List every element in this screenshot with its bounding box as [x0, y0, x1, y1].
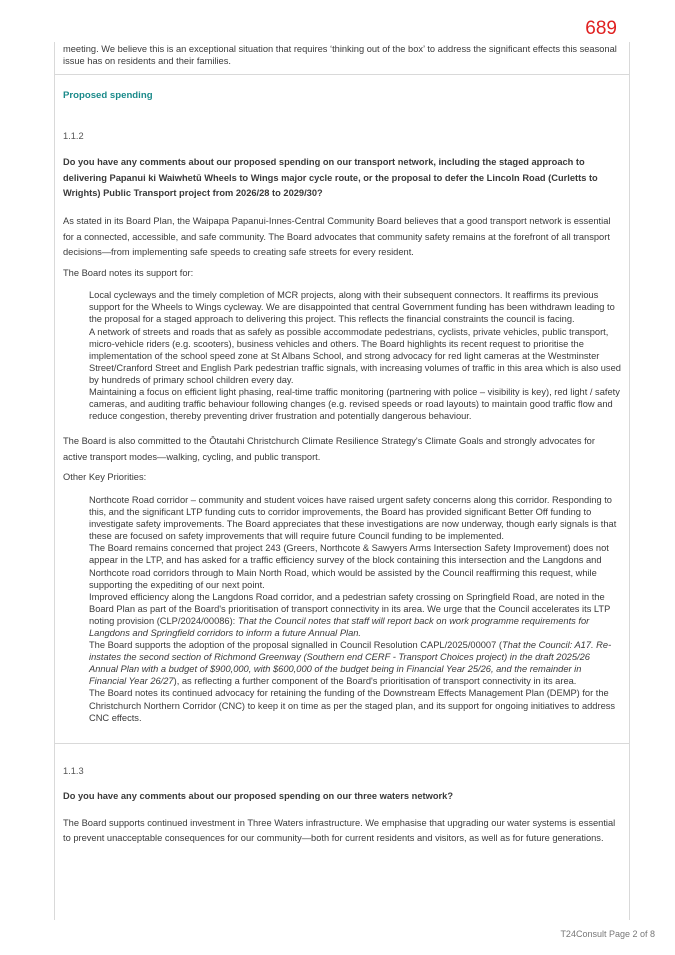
divider: [55, 74, 629, 75]
list-item: [89, 591, 621, 639]
text-span: ), as reflecting a further component of the Board's prioritisation of transport connectivity in its area.: [173, 676, 577, 687]
list-item: The Board notes its continued advocacy for retaining the funding of the Downstream Effects Management Plan (DEMP) for the Christchurch Northern Corridor (CNC) to keep it on time as per the staged plan, and its support for ongoing initiatives to address CNC effects.: [89, 688, 616, 723]
list-item: Northcote Road corridor – community and student voices have raised urgent safety concerns along this corridor. Responding to this, and the significant LTP funding cuts to corridor improvements, the Board has provided significant Better Off funding to investigate safety improvements. The Board appreciates that these investigations are now underway, though early signals is that these are focused on safety improvements that will require future Council funding to be implemented.: [89, 494, 617, 542]
list-item: A network of streets and roads that as safely as possible accommodate pedestrians, cyclists, private vehicles, public transport, micro-vehicle riders (e.g. scooters), business vehicles and others. The Board highlights its recent request to prioritise the implementation of the school speed zone at St Albans School, and strong advocacy for red light cameras at the Westminster Street/Cranford Street and English Park pedestrian traffic signals, with increasing volumes of traffic in this area which is also used by hundreds of primary school children every day.: [89, 326, 621, 385]
list-item: The Board remains concerned that project 243 (Greers, Northcote & Sawyers Arms Intersection Safety Improvement) does not appear in the LTP, and has asked for a traffic efficiency survey of the block containing this intersection and the Langdons and Northcote road corridors through to Main North Road, which would be assisted by the Council reaffirming this request, while supporting the expediting of our next point.: [89, 543, 609, 590]
paragraph: Other Key Priorities:: [63, 471, 147, 482]
intro-paragraph: meeting. We believe this is an exceptional situation that requires ‘thinking out of the box’ to address the significant effects this seasonal issue has on residents and their families.: [63, 44, 617, 67]
support-list: [89, 289, 621, 422]
question-text: Do you have any comments about our proposed spending on our three waters network?: [63, 790, 454, 801]
text-span: The Board supports the adoption of the proposal signalled in Council Resolution CAPL/2025/00007 (: [89, 640, 502, 651]
paragraph: The Board supports continued investment in Three Waters infrastructure. We emphasise that upgrading our water systems is essential to prevent unacceptable consequences for our community—both for current residents and visitors, as well as for future generations.: [63, 817, 616, 844]
divider: [55, 743, 629, 744]
list-item: Local cycleways and the timely completion of MCR projects, along with their subsequent connectors. It reaffirms its previous support for the Wheels to Wings cycleway. We are disappointed that central Government funding has been withdrawn leading to the proposal for a staged approach to delivering this project. This reflects the financial constraints the council is facing.: [89, 290, 615, 325]
list-item: Maintaining a focus on efficient light phasing, real-time traffic monitoring (partnering with police – visibility is key), red light / safety cameras, and auditing traffic behaviour following changes (e.g. revised speeds or road layouts) to maintain good traffic flow and reduce congestion, thereby preventing driver frustration and potentially dangerous behaviour.: [89, 387, 620, 422]
paragraph: The Board notes its support for:: [63, 268, 194, 279]
priorities-list: [89, 494, 621, 724]
paragraph: The Board is also committed to the Ōtautahi Christchurch Climate Resilience Strategy's Climate Goals and strongly advocates for active transport modes—walking, cycling, and public transport.: [63, 436, 595, 462]
question-text: Do you have any comments about our proposed spending on our transport network, including the staged approach to delivering Papanui ki Waiwhetū Wheels to Wings major cycle route, or the proposal to defer the Lincoln Road (Curletts to Wrights) Public Transport project from 2026/28 to 2029/30?: [63, 157, 598, 198]
page-footer: T24Consult Page 2 of 8: [560, 929, 655, 939]
question-number: 1.1.2: [63, 131, 84, 142]
quoted-resolution: That the Council notes that staff will report back on work programme requirements for Langdons and Springfield corridors to inform a future Annual Plan.: [89, 615, 590, 638]
document-body: [54, 42, 630, 920]
page-number: 689: [585, 18, 617, 39]
question-number: 1.1.3: [63, 765, 84, 776]
section-heading: Proposed spending: [63, 90, 153, 102]
list-item: [89, 639, 621, 687]
quoted-resolution: That the Council: A17. Re-instates the second section of Richmond Greenway (Southern end CERF - Transport Choices project) in the draft 2025/26 Annual Plan with a budget of $900,000, with $600,000 of the budget being in Financial Year 25/26, and the remainder in Financial Year 26/27: [89, 640, 612, 687]
text-span: Improved efficiency along the Langdons Road corridor, and a pedestrian safety crossing on Springfield Road, are noted in the Board Plan as part of the Board's prioritisation of transport connectivity in its area. We urge that the Council accelerates its LTP noting provision (CLP/2024/00086):: [89, 591, 611, 626]
paragraph: As stated in its Board Plan, the Waipapa Papanui-Innes-Central Community Board believes that a good transport network is essential for a connected, accessible, and safe community. The Board advocates that community safety remains at the forefront of all transport decisions—from implementing safe speeds to creating safe streets for every resident.: [63, 216, 611, 257]
